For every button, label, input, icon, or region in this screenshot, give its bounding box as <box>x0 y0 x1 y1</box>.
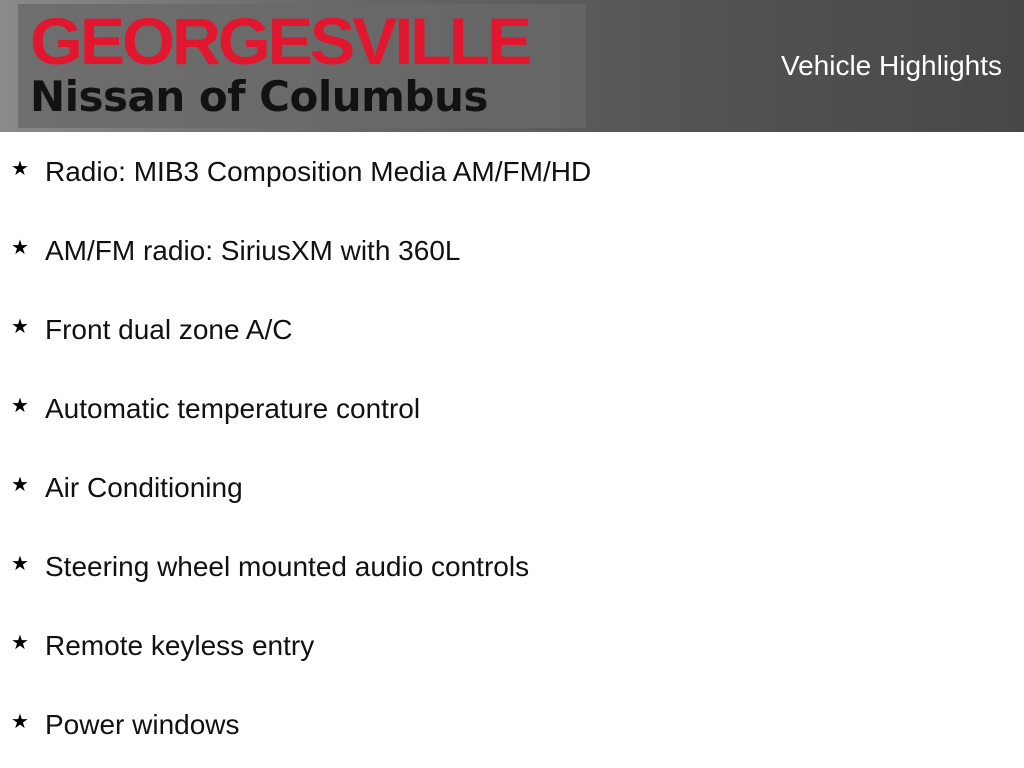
highlight-text: Automatic temperature control <box>45 393 421 424</box>
highlight-text: AM/FM radio: SiriusXM with 360L <box>45 235 461 266</box>
star-icon: ★ <box>11 630 29 654</box>
list-item <box>0 685 1024 764</box>
list-item <box>0 132 1024 211</box>
highlight-text: Remote keyless entry <box>45 630 315 661</box>
page-title: Vehicle Highlights <box>780 50 1002 81</box>
list-item <box>0 448 1024 527</box>
star-icon: ★ <box>11 393 29 417</box>
list-item <box>0 606 1024 685</box>
header-banner <box>0 0 1024 132</box>
list-item <box>0 527 1024 606</box>
logo-line2: Nissan of Columbus <box>30 72 488 121</box>
star-icon: ★ <box>11 709 29 733</box>
list-item <box>0 290 1024 369</box>
highlight-text: Radio: MIB3 Composition Media AM/FM/HD <box>45 156 592 187</box>
list-item <box>0 369 1024 448</box>
highlight-text: Power windows <box>45 709 240 740</box>
star-icon: ★ <box>11 551 29 575</box>
star-icon: ★ <box>11 314 29 338</box>
star-icon: ★ <box>11 156 29 180</box>
highlights-list <box>0 132 1024 764</box>
highlight-text: Front dual zone A/C <box>45 314 293 345</box>
star-icon: ★ <box>11 235 29 259</box>
star-icon: ★ <box>11 472 29 496</box>
highlight-text: Air Conditioning <box>45 472 243 503</box>
list-item <box>0 211 1024 290</box>
highlight-text: Steering wheel mounted audio controls <box>45 551 530 582</box>
dealer-logo <box>18 4 586 128</box>
logo-line1: GEORGESVILLE <box>30 4 530 78</box>
